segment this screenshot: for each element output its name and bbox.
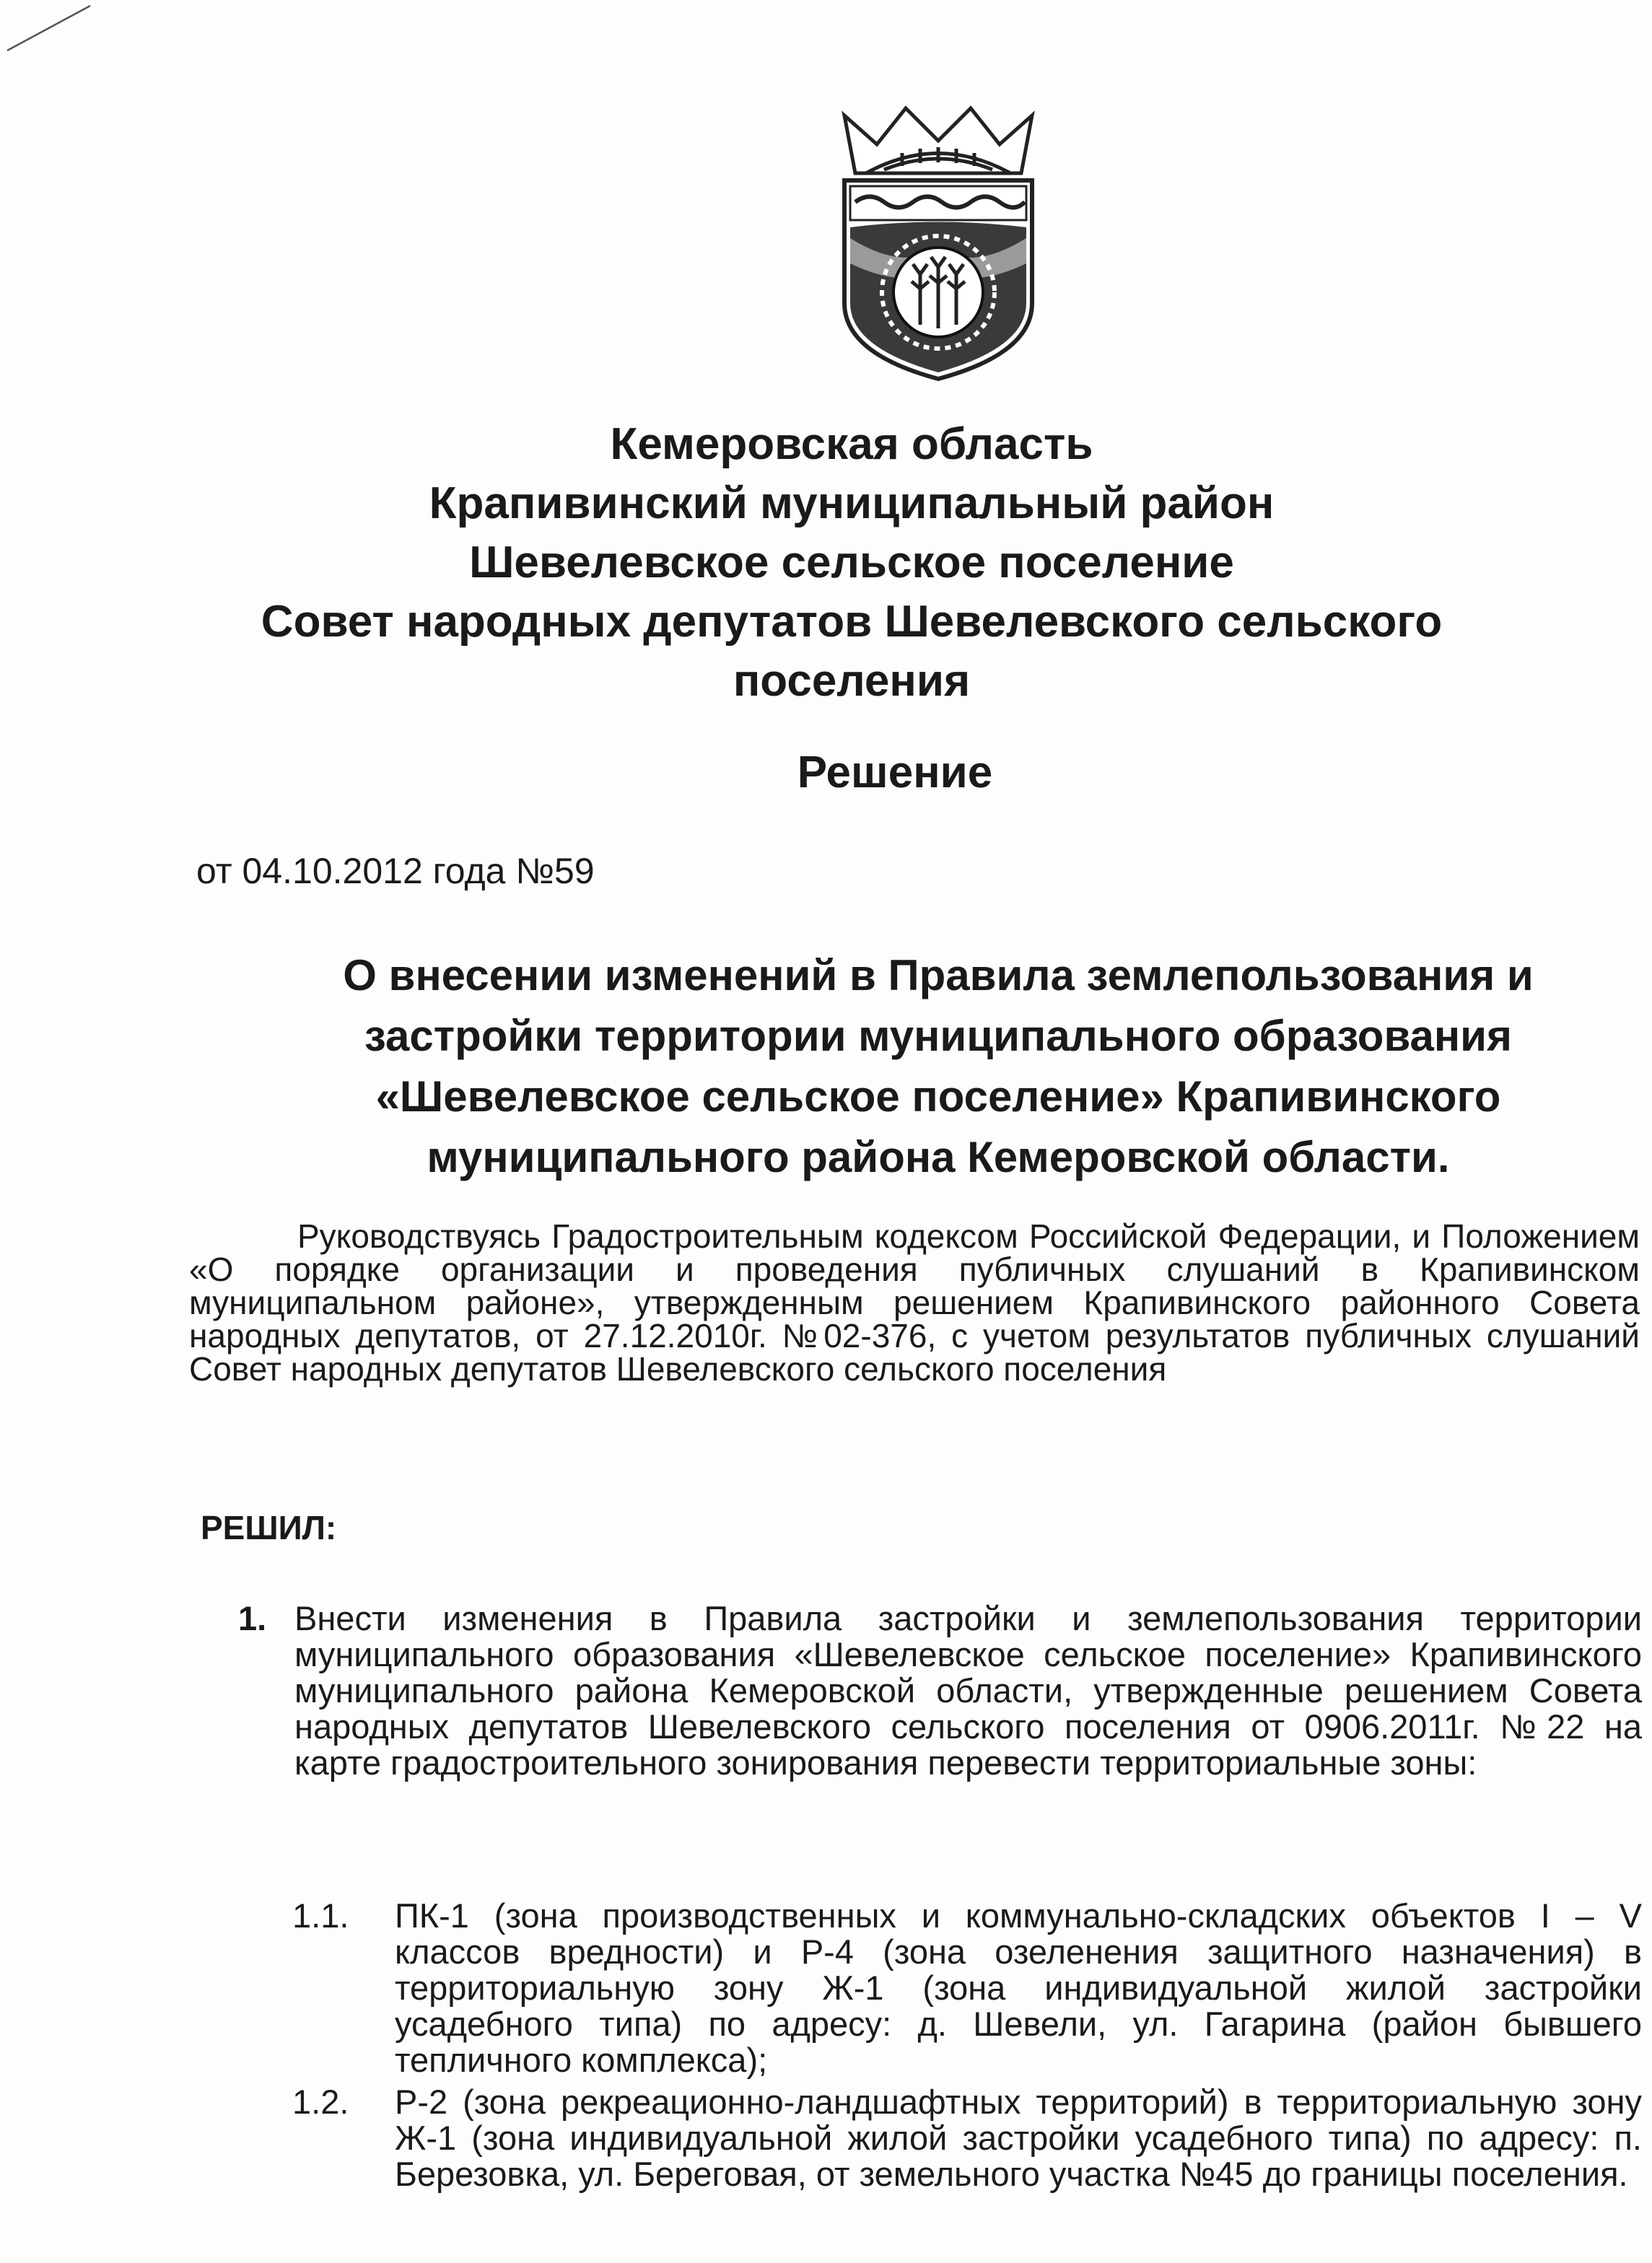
decision-subject bbox=[231, 945, 1646, 1188]
decision-date: от 04.10.2012 года №59 bbox=[196, 851, 595, 891]
header-council: Совет народных депутатов Шевелевского сельского bbox=[261, 597, 1443, 647]
item-text: Внести изменения в Правила застройки и землепользования территории муниципального образования «Шевелевское сельское поселение» Крапивинского муниципального района Кемеровской области, утвержденные решением Совета народных депутатов Шевелевского сельского поселения от 0906.2011г. №22 на карте градостроительного зонирования перевести территориальные зоны: bbox=[294, 1599, 1642, 1782]
subitem-number: 1.1. bbox=[292, 1896, 349, 1935]
item-number: 1. bbox=[238, 1599, 267, 1637]
shield-icon bbox=[844, 180, 1032, 379]
preamble-text: Руководствуясь Градостроительным кодексом Российской Федерации, и Положением «О порядке организации и проведения публичных слушаний в Крапивинском муниципальном районе», утвержденным решением Крапивинского районного Совета народных депутатов, от 27.12.2010г. №02-376, с учетом результатов публичных слушаний Совет народных депутатов Шевелевского сельского поселения bbox=[189, 1217, 1640, 1388]
header-council-cont: поселения bbox=[733, 656, 971, 706]
subitem-number: 1.2. bbox=[292, 2083, 349, 2121]
preamble bbox=[189, 1217, 1640, 1388]
subitem-text: ПК-1 (зона производственных и коммунально-складских объектов I – V классов вредности) и Р-4 (зона озеленения защитного назначения) в территориальную зону Ж-1 (зона индивидуальной жилой застройки усадебного типа) по адресу: д. Шевели, ул. Гагарина (район бывшего тепличного комплекса); bbox=[395, 1896, 1642, 2079]
header-settlement: Шевелевское сельское поселение bbox=[469, 538, 1234, 587]
sub-list-item bbox=[292, 2084, 1642, 2192]
pen-stroke-mark bbox=[0, 0, 101, 58]
decision-title: Решение bbox=[797, 748, 993, 797]
document-header bbox=[217, 415, 1487, 711]
subject-line: О внесении изменений в Правила землепользования и bbox=[343, 951, 1534, 999]
crown-icon bbox=[844, 108, 1032, 173]
header-region: Кемеровская область bbox=[610, 419, 1093, 469]
subject-line: «Шевелевское сельское поселение» Крапивинского bbox=[375, 1072, 1501, 1121]
sub-list-item bbox=[292, 1898, 1642, 2078]
decided-label: РЕШИЛ: bbox=[201, 1509, 337, 1546]
coat-of-arms-emblem bbox=[816, 94, 1061, 382]
subject-line: застройки территории муниципального образования bbox=[364, 1012, 1513, 1060]
subitem-text: Р-2 (зона рекреационно-ландшафтных территорий) в территориальную зону Ж-1 (зона индивидуальной жилой застройки усадебного типа) по адресу: п. Березовка, ул. Береговая, от земельного участка №45 до границы поселения. bbox=[395, 2083, 1642, 2193]
list-item bbox=[238, 1601, 1642, 1781]
header-district: Крапивинский муниципальный район bbox=[429, 478, 1275, 528]
subject-line: муниципального района Кемеровской области. bbox=[427, 1133, 1450, 1181]
